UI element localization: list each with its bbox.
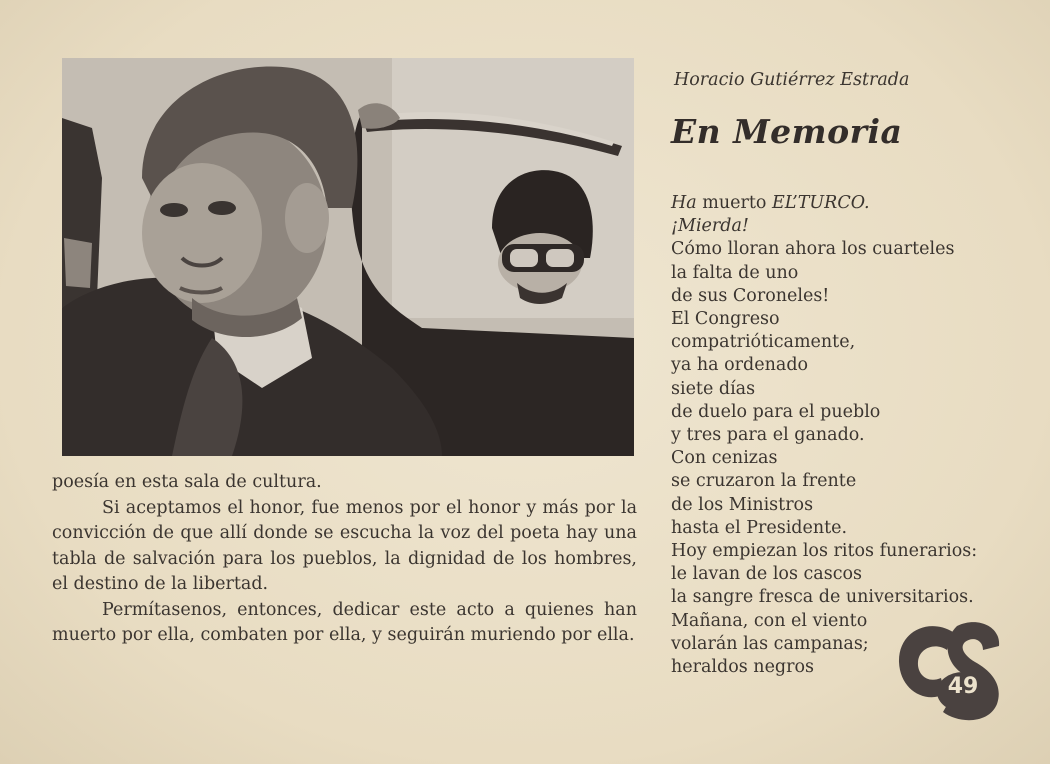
poem-line: Mañana, con el viento [671, 610, 868, 631]
prose-paragraph: Permítasenos, entonces, dedicar este acto a quienes han muerto por ella, combaten por ella, y seguirán muriendo por ella. [52, 599, 637, 645]
poem-line: hasta el Presidente. [671, 517, 848, 538]
poem-line: Con cenizas [671, 448, 778, 469]
poem-word: Ha [671, 193, 697, 213]
poem-line: Cómo lloran ahora los cuarteles [671, 239, 955, 260]
poem-line: de sus Coroneles! [671, 285, 830, 306]
poem-word: muerto [696, 193, 772, 213]
poem-line: le lavan de los cascos [671, 564, 863, 585]
poem-line: siete días [671, 378, 756, 399]
poem-line: heraldos negros [671, 657, 815, 678]
poem-title: En Memoria [671, 112, 903, 151]
poem-line: ya ha ordenado [671, 355, 809, 376]
prose-paragraph: Si aceptamos el honor, fue menos por el honor y más por la convicción de que allí donde se escucha la voz del poeta hay una tabla de salvación para los pueblos, la dignidad de los hombres, el destino de la libertad. [52, 497, 637, 594]
poem-line: de duelo para el pueblo [671, 401, 881, 422]
author-name: Horacio Gutiérrez Estrada [674, 70, 910, 90]
poem-line: la falta de uno [671, 262, 799, 283]
poem-line: El Congreso [671, 309, 780, 330]
poem-line: de los Ministros [671, 494, 814, 515]
prose-text [52, 470, 637, 649]
poem-line [671, 192, 977, 215]
poem-line: y tres para el ganado. [671, 425, 865, 446]
poem-line: se cruzaron la frente [671, 471, 857, 492]
photograph-icon [62, 58, 634, 456]
poem-line: la sangre fresca de universitarios. [671, 587, 974, 608]
poem-line: compatrióticamente, [671, 332, 856, 353]
page-number: 49 [947, 674, 979, 699]
poem-line: volarán las campanas; [671, 633, 869, 654]
poem-line: Hoy empiezan los ritos funerarios: [671, 541, 978, 562]
prose-line: poesía en esta sala de cultura. [52, 472, 322, 492]
magazine-logo-icon [893, 612, 1005, 724]
photograph [62, 58, 634, 456]
poem-line: ¡Mierda! [671, 216, 749, 237]
poem-body [671, 192, 977, 679]
poem-word: EL’TURCO. [771, 193, 870, 213]
